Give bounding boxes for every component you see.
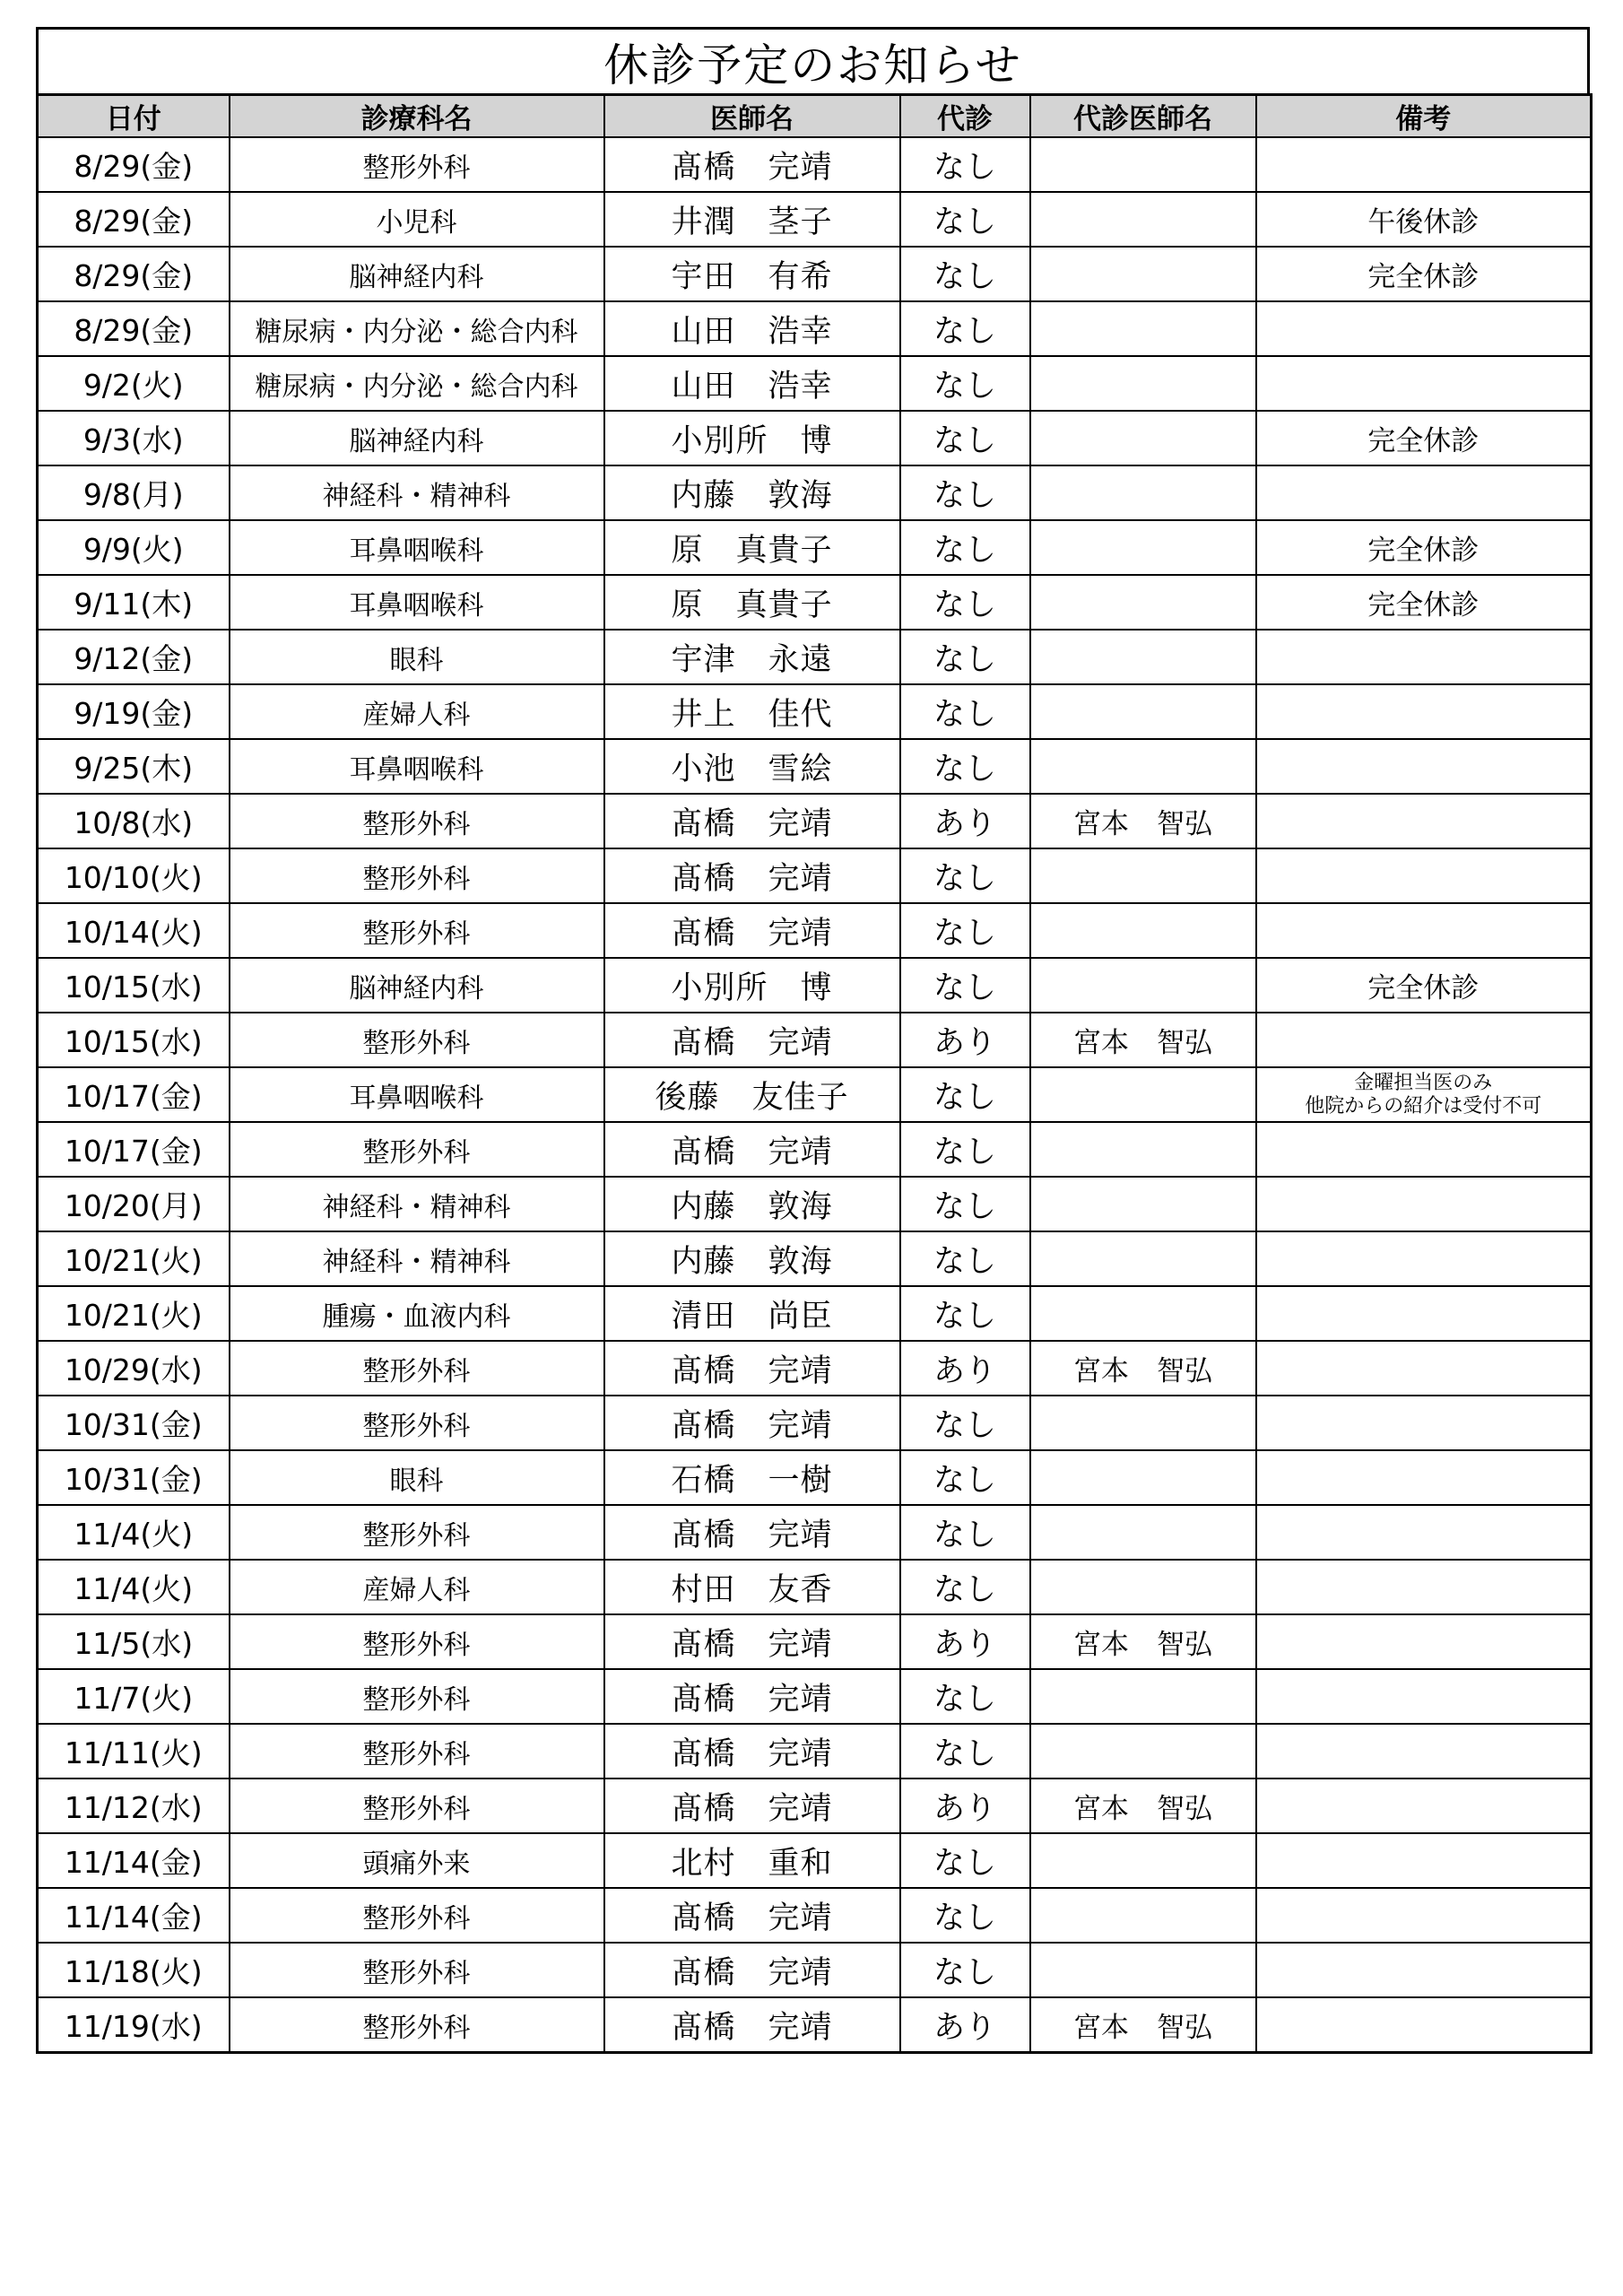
date-cell: 9/25(木) (38, 739, 230, 794)
substitute-doctor-cell (1030, 137, 1256, 192)
department-cell: 耳鼻咽喉科 (230, 1067, 604, 1122)
remarks-cell (1256, 1177, 1592, 1231)
doctor-cell: 髙橋 完靖 (604, 1122, 900, 1177)
substitute-doctor-cell (1030, 575, 1256, 630)
date-cell: 10/20(月) (38, 1177, 230, 1231)
table-row (38, 1177, 1592, 1231)
substitute-cell: なし (900, 958, 1030, 1013)
table-row (38, 575, 1592, 630)
table-row (38, 1614, 1592, 1669)
substitute-doctor-cell (1030, 739, 1256, 794)
department-cell: 整形外科 (230, 848, 604, 903)
doctor-cell: 清田 尚臣 (604, 1286, 900, 1341)
table-row (38, 1231, 1592, 1286)
department-cell: 整形外科 (230, 903, 604, 958)
substitute-cell: なし (900, 520, 1030, 575)
date-cell: 10/8(水) (38, 794, 230, 848)
remarks-cell: 午後休診 (1256, 192, 1592, 247)
header-department: 診療科名 (230, 95, 604, 138)
table-row (38, 137, 1592, 192)
table-row (38, 1669, 1592, 1724)
remarks-cell (1256, 1943, 1592, 1997)
department-cell: 整形外科 (230, 1614, 604, 1669)
department-cell: 神経科・精神科 (230, 1231, 604, 1286)
table-row (38, 1779, 1592, 1833)
substitute-cell: なし (900, 301, 1030, 356)
table-row (38, 739, 1592, 794)
date-cell: 9/3(水) (38, 411, 230, 465)
remarks-cell (1256, 1614, 1592, 1669)
date-cell: 11/12(水) (38, 1779, 230, 1833)
remarks-cell (1256, 465, 1592, 520)
doctor-cell: 小別所 博 (604, 958, 900, 1013)
table-row (38, 630, 1592, 684)
table-row (38, 1560, 1592, 1614)
table-row (38, 1341, 1592, 1396)
department-cell: 整形外科 (230, 1396, 604, 1450)
substitute-doctor-cell: 宮本 智弘 (1030, 1779, 1256, 1833)
department-cell: 整形外科 (230, 1505, 604, 1560)
date-cell: 10/15(水) (38, 958, 230, 1013)
date-cell: 10/31(金) (38, 1396, 230, 1450)
doctor-cell: 髙橋 完靖 (604, 1013, 900, 1067)
table-row (38, 1724, 1592, 1779)
remarks-cell (1256, 1833, 1592, 1888)
substitute-doctor-cell (1030, 1505, 1256, 1560)
table-row (38, 192, 1592, 247)
date-cell: 11/18(火) (38, 1943, 230, 1997)
substitute-doctor-cell (1030, 1450, 1256, 1505)
substitute-doctor-cell (1030, 520, 1256, 575)
department-cell: 脳神経内科 (230, 247, 604, 301)
table-row (38, 356, 1592, 411)
doctor-cell: 内藤 敦海 (604, 465, 900, 520)
date-cell: 10/10(火) (38, 848, 230, 903)
substitute-cell: なし (900, 575, 1030, 630)
department-cell: 神経科・精神科 (230, 465, 604, 520)
remarks-cell (1256, 903, 1592, 958)
substitute-cell: あり (900, 1614, 1030, 1669)
remarks-cell (1256, 1450, 1592, 1505)
substitute-cell: なし (900, 684, 1030, 739)
table-row (38, 247, 1592, 301)
remarks-cell: 金曜担当医のみ 他院からの紹介は受付不可 (1256, 1067, 1592, 1122)
substitute-doctor-cell (1030, 1943, 1256, 1997)
department-cell: 整形外科 (230, 1997, 604, 2053)
table-body (38, 137, 1592, 2053)
remarks-cell (1256, 1997, 1592, 2053)
header-substitute-doctor: 代診医師名 (1030, 95, 1256, 138)
date-cell: 8/29(金) (38, 137, 230, 192)
page-title: 休診予定のお知らせ (36, 27, 1590, 93)
department-cell: 眼科 (230, 1450, 604, 1505)
doctor-cell: 髙橋 完靖 (604, 1779, 900, 1833)
substitute-doctor-cell (1030, 192, 1256, 247)
remarks-cell (1256, 1231, 1592, 1286)
substitute-doctor-cell (1030, 903, 1256, 958)
substitute-doctor-cell (1030, 1122, 1256, 1177)
substitute-cell: なし (900, 1833, 1030, 1888)
table-row (38, 301, 1592, 356)
date-cell: 8/29(金) (38, 301, 230, 356)
doctor-cell: 村田 友香 (604, 1560, 900, 1614)
date-cell: 11/11(火) (38, 1724, 230, 1779)
doctor-cell: 髙橋 完靖 (604, 1614, 900, 1669)
remarks-cell: 完全休診 (1256, 958, 1592, 1013)
date-cell: 9/2(火) (38, 356, 230, 411)
remarks-cell (1256, 137, 1592, 192)
substitute-doctor-cell (1030, 1724, 1256, 1779)
header-row (38, 95, 1592, 138)
remarks-cell (1256, 630, 1592, 684)
date-cell: 8/29(金) (38, 247, 230, 301)
table-row (38, 465, 1592, 520)
remarks-cell (1256, 301, 1592, 356)
date-cell: 9/9(火) (38, 520, 230, 575)
substitute-cell: なし (900, 1943, 1030, 1997)
substitute-cell: あり (900, 1997, 1030, 2053)
remarks-cell: 完全休診 (1256, 247, 1592, 301)
doctor-cell: 髙橋 完靖 (604, 1669, 900, 1724)
table-row (38, 1943, 1592, 1997)
doctor-cell: 山田 浩幸 (604, 356, 900, 411)
substitute-cell: なし (900, 1888, 1030, 1943)
substitute-doctor-cell (1030, 411, 1256, 465)
doctor-cell: 髙橋 完靖 (604, 848, 900, 903)
substitute-doctor-cell: 宮本 智弘 (1030, 794, 1256, 848)
date-cell: 10/31(金) (38, 1450, 230, 1505)
doctor-cell: 髙橋 完靖 (604, 1396, 900, 1450)
remarks-cell (1256, 356, 1592, 411)
substitute-doctor-cell (1030, 1286, 1256, 1341)
date-cell: 11/4(火) (38, 1505, 230, 1560)
remarks-cell (1256, 1286, 1592, 1341)
date-cell: 11/4(火) (38, 1560, 230, 1614)
substitute-doctor-cell (1030, 1177, 1256, 1231)
table-row (38, 411, 1592, 465)
date-cell: 9/12(金) (38, 630, 230, 684)
date-cell: 9/19(金) (38, 684, 230, 739)
substitute-doctor-cell (1030, 356, 1256, 411)
substitute-cell: なし (900, 739, 1030, 794)
remarks-cell (1256, 794, 1592, 848)
table-row (38, 684, 1592, 739)
doctor-cell: 宇津 永遠 (604, 630, 900, 684)
doctor-cell: 髙橋 完靖 (604, 1724, 900, 1779)
header-remarks: 備考 (1256, 95, 1592, 138)
date-cell: 11/19(水) (38, 1997, 230, 2053)
department-cell: 整形外科 (230, 1013, 604, 1067)
substitute-cell: なし (900, 1231, 1030, 1286)
remarks-cell (1256, 739, 1592, 794)
substitute-cell: なし (900, 192, 1030, 247)
substitute-cell: あり (900, 794, 1030, 848)
doctor-cell: 石橋 一樹 (604, 1450, 900, 1505)
remarks-cell: 完全休診 (1256, 520, 1592, 575)
doctor-cell: 髙橋 完靖 (604, 1888, 900, 1943)
department-cell: 眼科 (230, 630, 604, 684)
doctor-cell: 山田 浩幸 (604, 301, 900, 356)
substitute-doctor-cell (1030, 301, 1256, 356)
department-cell: 整形外科 (230, 1669, 604, 1724)
remarks-cell (1256, 1888, 1592, 1943)
doctor-cell: 後藤 友佳子 (604, 1067, 900, 1122)
substitute-doctor-cell: 宮本 智弘 (1030, 1013, 1256, 1067)
doctor-cell: 髙橋 完靖 (604, 1943, 900, 1997)
header-substitute: 代診 (900, 95, 1030, 138)
substitute-doctor-cell (1030, 1067, 1256, 1122)
table-row (38, 958, 1592, 1013)
table-row (38, 1505, 1592, 1560)
substitute-cell: なし (900, 411, 1030, 465)
substitute-cell: なし (900, 1669, 1030, 1724)
date-cell: 10/17(金) (38, 1067, 230, 1122)
header-doctor: 医師名 (604, 95, 900, 138)
table-row (38, 1888, 1592, 1943)
date-cell: 11/5(水) (38, 1614, 230, 1669)
date-cell: 10/21(火) (38, 1231, 230, 1286)
substitute-doctor-cell (1030, 630, 1256, 684)
department-cell: 神経科・精神科 (230, 1177, 604, 1231)
substitute-cell: なし (900, 465, 1030, 520)
remarks-cell: 完全休診 (1256, 411, 1592, 465)
doctor-cell: 髙橋 完靖 (604, 794, 900, 848)
header-date: 日付 (38, 95, 230, 138)
department-cell: 脳神経内科 (230, 958, 604, 1013)
substitute-cell: なし (900, 1122, 1030, 1177)
remarks-cell (1256, 1341, 1592, 1396)
department-cell: 整形外科 (230, 1943, 604, 1997)
doctor-cell: 宇田 有希 (604, 247, 900, 301)
department-cell: 糖尿病・内分泌・総合内科 (230, 301, 604, 356)
date-cell: 11/14(金) (38, 1833, 230, 1888)
substitute-cell: なし (900, 630, 1030, 684)
substitute-doctor-cell (1030, 1560, 1256, 1614)
substitute-cell: なし (900, 356, 1030, 411)
table-row (38, 848, 1592, 903)
doctor-cell: 髙橋 完靖 (604, 1341, 900, 1396)
table-row (38, 1122, 1592, 1177)
department-cell: 整形外科 (230, 1724, 604, 1779)
substitute-doctor-cell (1030, 684, 1256, 739)
department-cell: 整形外科 (230, 1779, 604, 1833)
department-cell: 整形外科 (230, 1122, 604, 1177)
table-header (38, 95, 1592, 138)
table-row (38, 1013, 1592, 1067)
substitute-cell: あり (900, 1013, 1030, 1067)
remarks-cell (1256, 1505, 1592, 1560)
department-cell: 耳鼻咽喉科 (230, 575, 604, 630)
table-row (38, 794, 1592, 848)
substitute-cell: なし (900, 1396, 1030, 1450)
substitute-cell: なし (900, 1724, 1030, 1779)
remarks-cell (1256, 1779, 1592, 1833)
table-row (38, 1286, 1592, 1341)
substitute-doctor-cell (1030, 465, 1256, 520)
substitute-doctor-cell: 宮本 智弘 (1030, 1997, 1256, 2053)
substitute-cell: あり (900, 1341, 1030, 1396)
doctor-cell: 井上 佳代 (604, 684, 900, 739)
department-cell: 整形外科 (230, 137, 604, 192)
department-cell: 耳鼻咽喉科 (230, 739, 604, 794)
doctor-cell: 内藤 敦海 (604, 1177, 900, 1231)
substitute-doctor-cell: 宮本 智弘 (1030, 1341, 1256, 1396)
substitute-doctor-cell (1030, 1888, 1256, 1943)
date-cell: 8/29(金) (38, 192, 230, 247)
substitute-doctor-cell (1030, 1231, 1256, 1286)
remarks-cell (1256, 1669, 1592, 1724)
department-cell: 頭痛外来 (230, 1833, 604, 1888)
department-cell: 整形外科 (230, 1341, 604, 1396)
date-cell: 9/11(木) (38, 575, 230, 630)
doctor-cell: 井潤 茎子 (604, 192, 900, 247)
doctor-cell: 小池 雪絵 (604, 739, 900, 794)
date-cell: 9/8(月) (38, 465, 230, 520)
substitute-doctor-cell (1030, 247, 1256, 301)
remarks-cell (1256, 848, 1592, 903)
table-row (38, 1450, 1592, 1505)
remarks-cell (1256, 1396, 1592, 1450)
substitute-doctor-cell (1030, 958, 1256, 1013)
table-row (38, 1833, 1592, 1888)
substitute-doctor-cell (1030, 1396, 1256, 1450)
remarks-cell: 完全休診 (1256, 575, 1592, 630)
substitute-cell: なし (900, 247, 1030, 301)
remarks-cell (1256, 1122, 1592, 1177)
department-cell: 産婦人科 (230, 1560, 604, 1614)
doctor-cell: 髙橋 完靖 (604, 1997, 900, 2053)
department-cell: 脳神経内科 (230, 411, 604, 465)
substitute-cell: なし (900, 1450, 1030, 1505)
substitute-cell: なし (900, 848, 1030, 903)
substitute-cell: なし (900, 1177, 1030, 1231)
closure-notice-sheet (36, 27, 1590, 2054)
doctor-cell: 髙橋 完靖 (604, 903, 900, 958)
doctor-cell: 髙橋 完靖 (604, 1505, 900, 1560)
doctor-cell: 原 真貴子 (604, 520, 900, 575)
department-cell: 糖尿病・内分泌・総合内科 (230, 356, 604, 411)
table-row (38, 520, 1592, 575)
doctor-cell: 小別所 博 (604, 411, 900, 465)
department-cell: 整形外科 (230, 794, 604, 848)
table-row (38, 1067, 1592, 1122)
substitute-cell: なし (900, 137, 1030, 192)
date-cell: 10/21(火) (38, 1286, 230, 1341)
substitute-cell: なし (900, 1286, 1030, 1341)
date-cell: 11/7(火) (38, 1669, 230, 1724)
department-cell: 産婦人科 (230, 684, 604, 739)
doctor-cell: 原 真貴子 (604, 575, 900, 630)
date-cell: 11/14(金) (38, 1888, 230, 1943)
department-cell: 耳鼻咽喉科 (230, 520, 604, 575)
substitute-doctor-cell (1030, 1833, 1256, 1888)
doctor-cell: 北村 重和 (604, 1833, 900, 1888)
date-cell: 10/17(金) (38, 1122, 230, 1177)
remarks-cell (1256, 684, 1592, 739)
substitute-doctor-cell (1030, 848, 1256, 903)
closure-schedule-table (36, 93, 1593, 2054)
department-cell: 腫瘍・血液内科 (230, 1286, 604, 1341)
date-cell: 10/15(水) (38, 1013, 230, 1067)
table-row (38, 1997, 1592, 2053)
substitute-cell: あり (900, 1779, 1030, 1833)
remarks-cell (1256, 1013, 1592, 1067)
table-row (38, 903, 1592, 958)
remarks-cell (1256, 1724, 1592, 1779)
doctor-cell: 髙橋 完靖 (604, 137, 900, 192)
date-cell: 10/29(水) (38, 1341, 230, 1396)
substitute-doctor-cell: 宮本 智弘 (1030, 1614, 1256, 1669)
substitute-cell: なし (900, 1560, 1030, 1614)
substitute-doctor-cell (1030, 1669, 1256, 1724)
remarks-cell (1256, 1560, 1592, 1614)
department-cell: 小児科 (230, 192, 604, 247)
substitute-cell: なし (900, 1067, 1030, 1122)
doctor-cell: 内藤 敦海 (604, 1231, 900, 1286)
date-cell: 10/14(火) (38, 903, 230, 958)
substitute-cell: なし (900, 903, 1030, 958)
substitute-cell: なし (900, 1505, 1030, 1560)
department-cell: 整形外科 (230, 1888, 604, 1943)
table-row (38, 1396, 1592, 1450)
